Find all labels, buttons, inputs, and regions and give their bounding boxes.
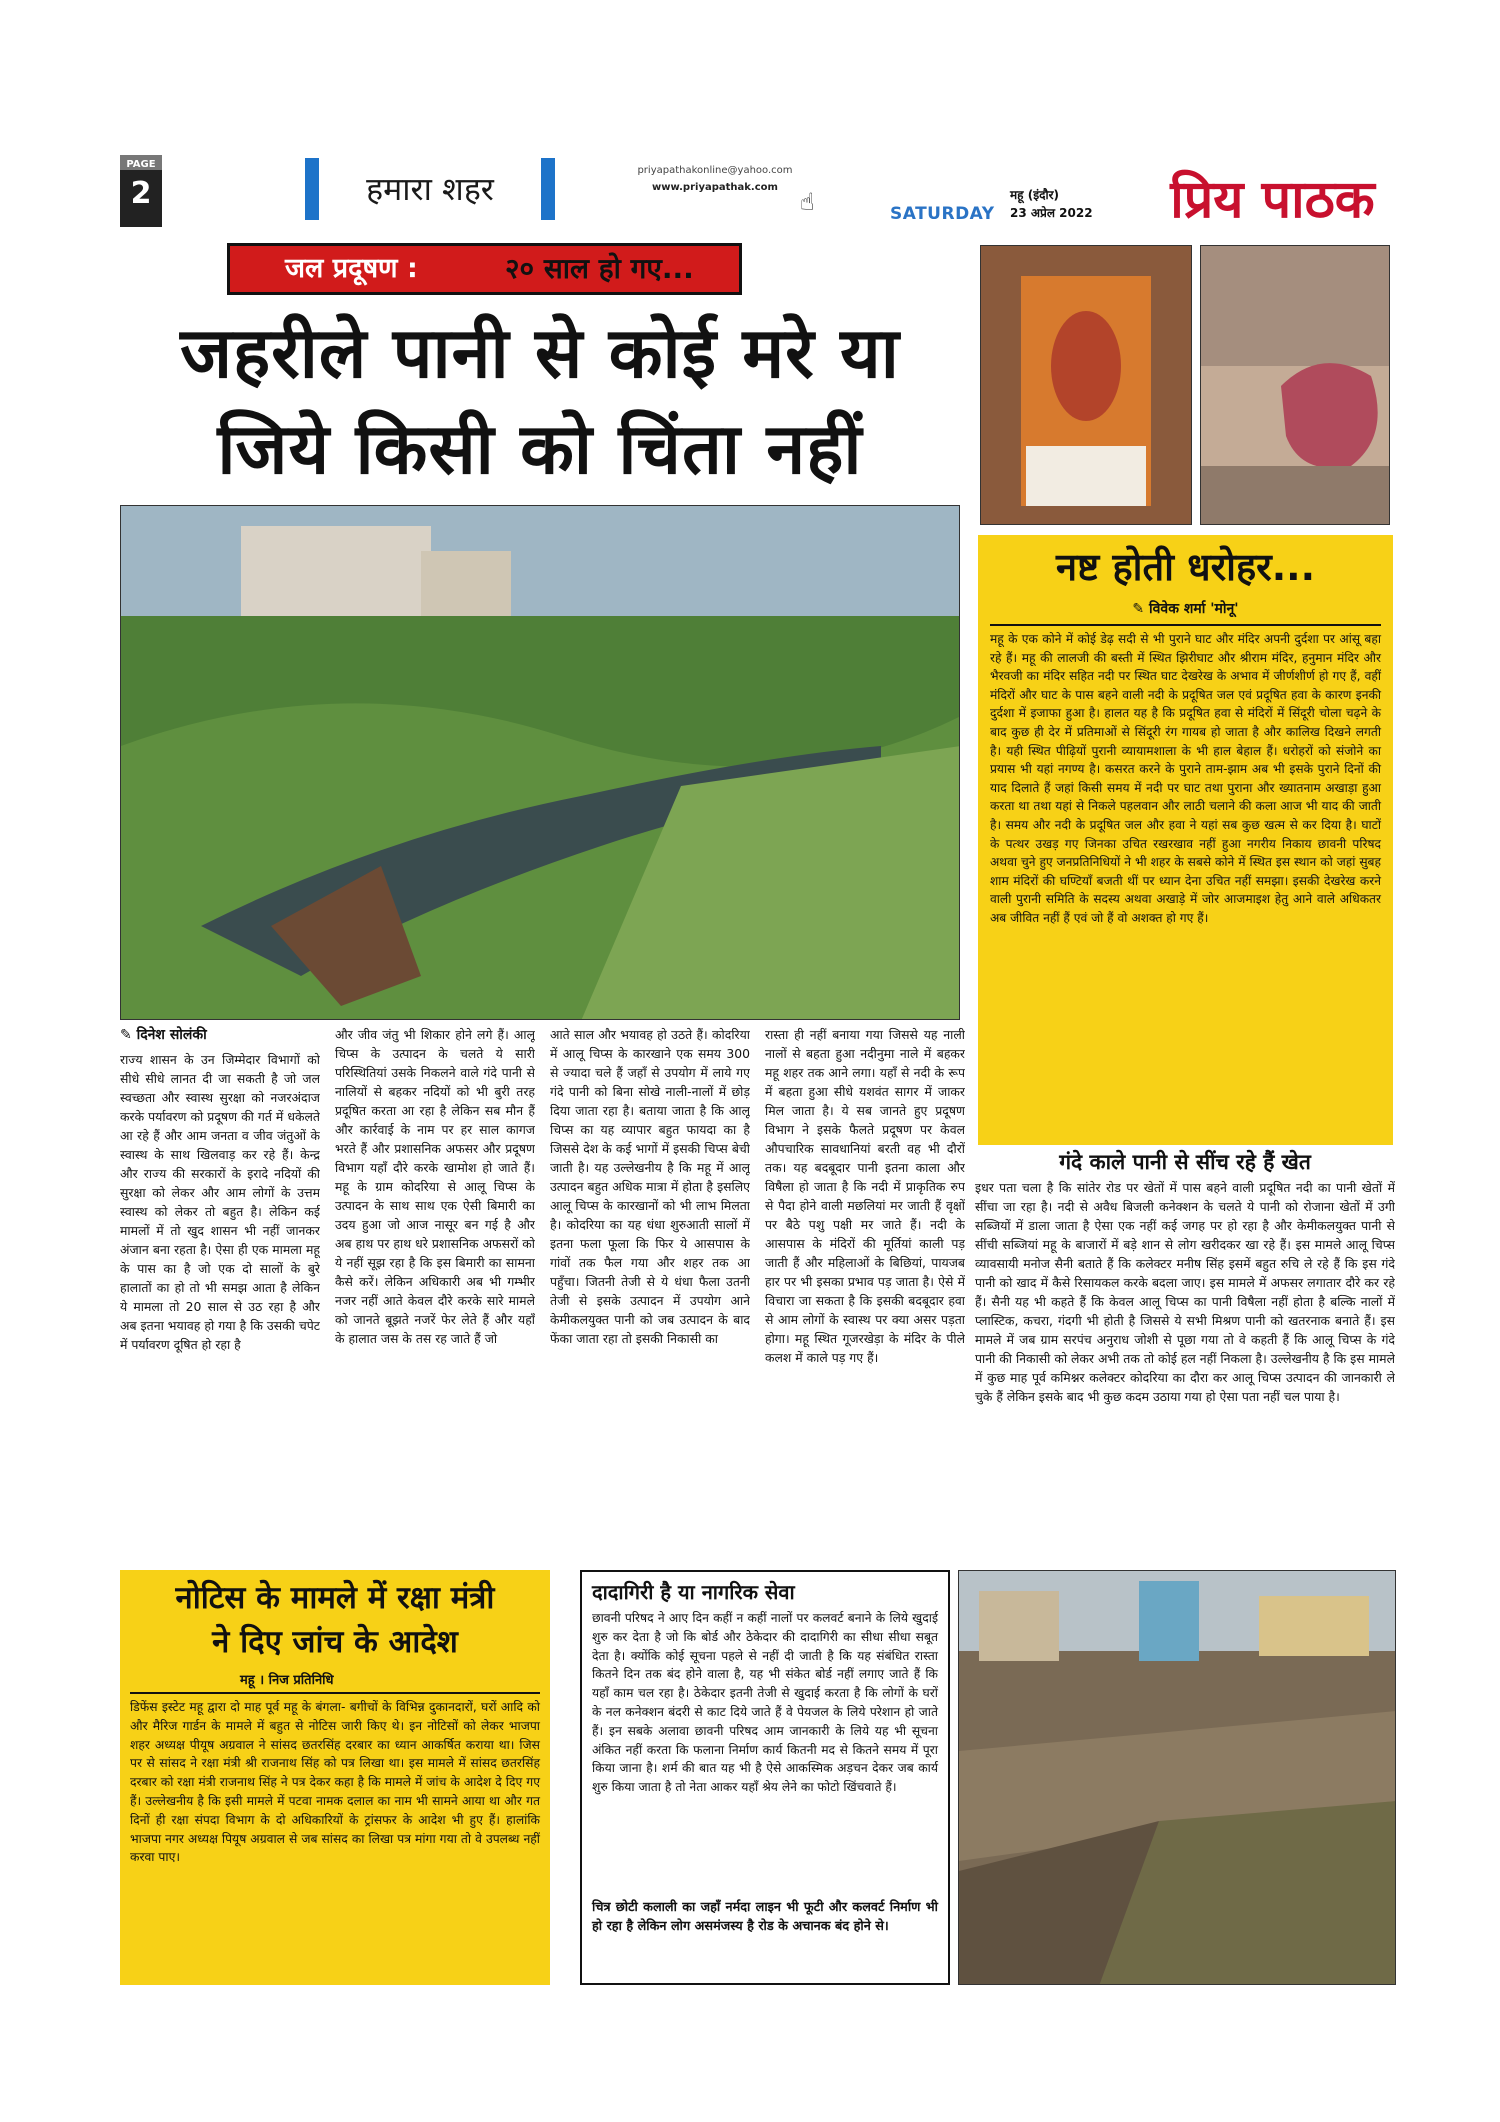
heritage-body: महू के एक कोने में कोई डेढ़ सदी से भी पुराने घाट और मंदिर अपनी दुर्दशा पर आंसू बहा रहे हैं। महू की लालजी की बस्ती में स्थित झिरीघाट और श्रीराम मंदिर, हनुमान मंदिर और भैरवजी का मंदिर सहित नदी पर स्थित घाट देखरेख के अभाव में जीर्णशीर्ण हो गए हैं, वहीं मंदिरों और घाट के पास बहने वाली नदी के प्रदूषित जल एवं प्रदूषित हवा के कारण इनकी दुर्दशा में इजाफा हुआ है। हालत यह है कि प्रदूषित हवा से मंदिरों में सिंदूरी चोला चढ़ने के बाद कुछ ही देर में प्रतिमाओं से सिंदूरी रंग गायब हो जाता है और कालिख दिखने लगती है। यही स्थित पीढ़ियों पुरानी व्यायामशाला के भी हाल बेहाल हैं। धरोहरों को संजोने का प्रयास भी यहां नगण्य है। कसरत करने के पुराने ताम-झाम अब भी इसके पुराने दिनों की याद दिलाते हैं जहां किसी समय में नदी पर घाट तथा पुराना और ख्यातनाम अखाड़ा हुआ करता था तथा यहां से निकले पहलवान और लाठी चलाने की कला आज भी याद की जाती है। समय और नदी के प्रदूषित जल और हवा ने यहां सब कुछ खत्म से कर दिया है। घाटों के पत्थर उखड़ गए जिनका उचित रखरखाव नहीं हुआ नगरीय निकाय छावनी परिषद अथवा चुने हुए जनप्रतिनिधियों ने भी शहर के सबसे कोने में स्थित इस स्थान को जहां सुबह शाम मंदिरों की घण्टियाँ बजती थीं पर ध्यान देना उचित नहीं समझा। इसकी देखरेख करने वाली पुरानी समिति के सदस्य अथवा अखाड़े में जोर आजमाइश हेतु आने वाले अधिकतर अब जीवित नहीं हैं एवं जो हैं वो अशक्त हो गए हैं। [990, 632, 1381, 925]
hand-pointer-icon: ☝ [800, 188, 815, 216]
fields-title: गंदे काले पानी से सींच रहे हैं खेत [1059, 1150, 1311, 1174]
headline-line1: जहरीले पानी से कोई मरे या [180, 312, 900, 394]
construction-photo [958, 1570, 1396, 1985]
notice-body: डिफेंस इस्टेट महू द्वारा दो माह पूर्व महू के बंगला- बगीचों के विभिन्न दुकानदारों, घरों आदि को और मैरिज गार्डन के मामले में बहुत से नोटिस जारी किए थे। इन नोटिसों को लेकर भाजपा शहर अध्यक्ष पीयूष अग्रवाल ने सांसद छतरसिंह दरबार का ध्यान आकर्षित कराया था। जिस पर से सांसद ने रक्षा मंत्री श्री राजनाथ सिंह को पत्र लिखा था। इस मामले में सांसद छतरसिंह दरबार को रक्षा मंत्री राजनाथ सिंह ने पत्र देकर कहा है कि मामले में जांच के आदेश दे दिए गए हैं। उल्लेखनीय है कि इसी मामले में पटवा नामक दलाल का नाम भी सामने आया था और गत दिनों ही रक्षा संपदा विभाग के दो अधिकारियों के ट्रांसफर के आदेश भी हुए हैं। हालांकि भाजपा नगर अध्यक्ष पियूष अग्रवाल से जब सांसद का लिखा पत्र मांगा गया तो वे उपलब्ध नहीं करवा पाए। [130, 1700, 540, 1865]
page-number: 2 [130, 176, 152, 211]
right-bracket [541, 158, 555, 220]
dadagiri-body: छावनी परिषद ने आए दिन कहीं न कहीं नालों पर कलवर्ट बनाने के लिये खुदाई शुरु कर देता है जो कि बोर्ड और ठेकेदार की दादागिरी का सीधा सीधा सबूत देता है। क्योंकि कोई सूचना पहले से नहीं दी जाती है कि यह संबंधित रास्ता कितने दिन तक बंद होने वाला है, यह भी संकेत बोर्ड नहीं लगाए जाते हैं कि यहाँ काम चल रहा है। ठेकेदार इतनी तेजी से खुदाई करता है कि लोगों के घरों के नल कनेक्शन बंदरी से काट दिये जाते हैं वे पेयजल के लिये परेशान हो जाते हैं। इन सबके अलावा छावनी परिषद आम जानकारी के लिये यह भी सूचना अंकित नहीं करता कि फलाना निर्माण कार्य कितनी मद से कितने समय में पूरा किया जाना है। शर्म की बात यह भी है ऐसे आकस्मिक अड़चन देकर जब कार्य शुरु किया जाता है तो नेता आकर यहाँ श्रेय लेने का फोटो खिंचवाते हैं। [592, 1611, 938, 1795]
lead-byline: ✎ दिनेश सोलंकी [120, 1027, 207, 1043]
river-photo [120, 505, 960, 1020]
notice-title-line1: नोटिस के मामले में रक्षा मंत्री [175, 1580, 495, 1616]
notice-title [120, 1570, 550, 1664]
heritage-box [978, 535, 1393, 1145]
section-title [305, 158, 555, 220]
notice-title-line2: ने दिए जांच के आदेश [212, 1624, 458, 1660]
lead-column-1: राज्य शासन के उन जिम्मेदार विभागों को सीधे सीधे लानत दी जा सकती है जो जल स्वच्छता और स्वास्थ सुरक्षा को नजरअंदाज करके पर्यावरण को प्रदूषण की गर्त में धकेलते आ रहे हैं और आम जनता व जीव जंतुओं के स्वास्थ के साथ खिलवाड़ कर रहे हैं। केन्द्र और राज्य की सरकारों के इरादे नदियों की सुरक्षा को लेकर और आम लोगों के उत्तम स्वास्थ को लेकर तो बहुत है। लेकिन कई मामलों में तो खुद शासन भी नहीं जानकर अंजान बना रहता है। ऐसा ही एक मामला महू के पास का है जो एक दो सालों के बुरे हालातों का हो तो भी समझ आता है लेकिन ये मामला तो 20 साल से उठ रहा है और अब इतना भयावह हो गया है कि उसकी चपेट में पर्यावरण दूषित हो रहा है [120, 1052, 320, 1352]
notice-byline: महू । निज प्रतिनिधि [240, 1673, 334, 1688]
fields-body: इधर पता चला है कि सांतेर रोड पर खेतों में पास बहने वाली प्रदूषित नदी का पानी खेतों में सींचा जा रहा है। नदी से अवैध बिजली कनेक्शन के चलते ये पानी को रोजाना खेतों में उगी सब्जियों में डाला जाता है ऐसा एक नहीं कई जगह पर हो रहा है और केमीकलयुक्त पानी से सींची सब्जियां महू के बाजारों में बड़े शान से लोग खरीदकर खा रहे हैं। इस मामले आलू चिप्स व्यावसायी मनोज सैनी बताते हैं कि कलेक्टर मनीष सिंह इसमें बहुत रुचि ले रहे हैं कि इस गंदे पानी को खाद में कैसे रिसायकल करके बदला जाए। इस मामले में अफसर लगातार दौरे कर रहे हैं। सैनी यह भी कहते हैं कि केवल आलू चिप्स का पानी विषैला नहीं होता है बल्कि नालों में प्लास्टिक, कचरा, गंदगी भी होती है जिससे ये सभी मिश्रण पानी को खतरनाक बनाते हैं। इस मामले में जब ग्राम सरपंच अनुराध जोशी से पूछा गया तो वे कहती हैं कि आलू चिप्स के गंदे पानी की निकासी को लेकर अभी तक तो कोई हल नहीं निकला है। उल्लेखनीय है कि इस मामले में कुछ माह पूर्व कमिश्नर कलेक्टर कोदरिया का दौरा कर आलू चिप्स उत्पादन की जानकारी ले चुके हैं लेकिन इसके बाद भी कुछ कदम उठाया गया हो ऐसा पता नहीं चल पाया है। [975, 1180, 1395, 1404]
weekday: SATURDAY [890, 204, 995, 224]
headline-line2: जिये किसी को चिंता नहीं [217, 408, 863, 490]
email-address[interactable]: priyapathakonline@yahoo.com [637, 165, 793, 176]
left-bracket [305, 158, 319, 220]
website-link[interactable]: www.priyapathak.com [652, 182, 778, 193]
masthead-logo: प्रिय पाठक [1170, 169, 1375, 230]
notice-rule [130, 1692, 540, 1694]
temple-idol-photo [980, 245, 1192, 525]
kicker-text: २० साल हो गए... [505, 252, 694, 285]
lead-column-3: आते साल और भयावह हो उठते हैं। कोदरिया में आलू चिप्स के कारखाने एक समय 300 से ज्यादा चले हैं जहाँ से उपयोग में लाये गए गंदे पानी को बिना सोखे नाली-नालों में छोड़ दिया जाता रहा है। बताया जाता है कि आलू चिप्स का यह व्यापार बहुत फायदा का है जिससे देश के कई भागों में इसकी चिप्स बेची जाती है। यह उल्लेखनीय है कि महू में आलू उत्पादन बहुत अधिक मात्रा में होता है इसलिए आलू चिप्स के कारखानों को भी लाभ मिलता है। कोदरिया का यह धंधा शुरुआती सालों में इतना फला फूला कि फिर ये आसपास के गांवों तक फैल गया और शहर तक आ पहुँचा। जितनी तेजी से ये धंधा फैला उतनी तेजी से इसके उत्पादन में उपयोग आने केमीकलयुक्त पानी को जब उत्पादन के बाद फेंका जाता रहा तो इसकी निकासी का [550, 1027, 750, 1346]
page-label: PAGE [120, 155, 162, 170]
dateline [1010, 186, 1093, 222]
section-label: हमारा शहर [366, 170, 494, 208]
notice-box [120, 1570, 550, 1985]
temple-ruins-photo [1200, 245, 1390, 525]
kicker-red: जल प्रदूषण : [285, 253, 418, 284]
headline [120, 305, 960, 497]
heritage-title: नष्ट होती धरोहर... [1055, 545, 1316, 589]
lead-column-4: रास्ता ही नहीं बनाया गया जिससे यह नाली नालों से बहता हुआ नदीनुमा नाले में बहकर महू शहर तक आने लगा। यहाँ से नदी के रूप में बहता हुआ सीधे यशवंत सागर में जाकर मिल जाता है। ये सब जानते हुए प्रदूषण विभाग ने इसके फैलते प्रदूषण पर केवल औपचारिक सावधानियां बरती वह भी दौरों तक। यह बदबूदार पानी इतना काला और विषैला हो जाता है कि नदी में प्राकृतिक रुप से पैदा होने वाली मछलियां मर जाती हैं वृक्षों पर बैठे पशु पक्षी मर जाते हैं। नदी के आसपास के मंदिरों की मूर्तियां काली पड़ जाती हैं और महिलाओं के बिछियां, पायजब हार पर भी इसका प्रभाव पड़ जाता है। ऐसे में विचारा जा सकता है कि इसकी बदबूदार हवा से आम लोगों के स्वास्थ पर क्या असर पड़ता होगा। महू स्थित गूजरखेड़ा के मंदिर के पीले कलश में काले पड़ गए हैं। [765, 1027, 965, 1365]
city: महू (इंदौर) [1010, 188, 1059, 202]
lead-column-2: और जीव जंतु भी शिकार होने लगे हैं। आलू चिप्स के उत्पादन के चलते ये सारी परिस्थितियां उसके निकलने वाले गंदे पानी से नालियों से बहकर नदियों को भी बुरी तरह प्रदूषित करता आ रहा है लेकिन सब मौन हैं और कार्रवाई के नाम पर हर साल कागज भरते हैं और प्रशासनिक अफसर और प्रदूषण विभाग यहाँ दौरे करके खामोश हो जाते हैं। महू के ग्राम कोदरिया से आलू चिप्स के उत्पादन के साथ साथ एक ऐसी बिमारी का उदय हुआ जो आज नासूर बन गई है और अब हाथ पर हाथ धरे प्रशासनिक अफसरों को ये नहीं सूझ रहा है कि इस बिमारी का सामना कैसे करें। लेकिन अधिकारी अब भी गम्भीर नजर नहीं आते केवल दौरे करके सारे मामले को जानते बूझते नजरें फेर लेते हैं और यहाँ के हालात जस के तस रह जाते हैं जो [335, 1027, 535, 1346]
dadagiri-box [580, 1570, 950, 1985]
heritage-byline: ✎ विवेक शर्मा 'मोनू' [1132, 601, 1239, 617]
dadagiri-caption: चित्र छोटी कलाली का जहाँ नर्मदा लाइन भी फूटी और कलवर्ट निर्माण भी हो रहा है लेकिन लोग असमंजस्य है रोड के अचानक बंद होने से। [592, 1900, 938, 1934]
dadagiri-title: दादागिरी है या नागरिक सेवा [592, 1580, 795, 1604]
heritage-rule [990, 624, 1381, 626]
date: 23 अप्रेल 2022 [1010, 206, 1093, 220]
page-number-box [120, 155, 162, 227]
